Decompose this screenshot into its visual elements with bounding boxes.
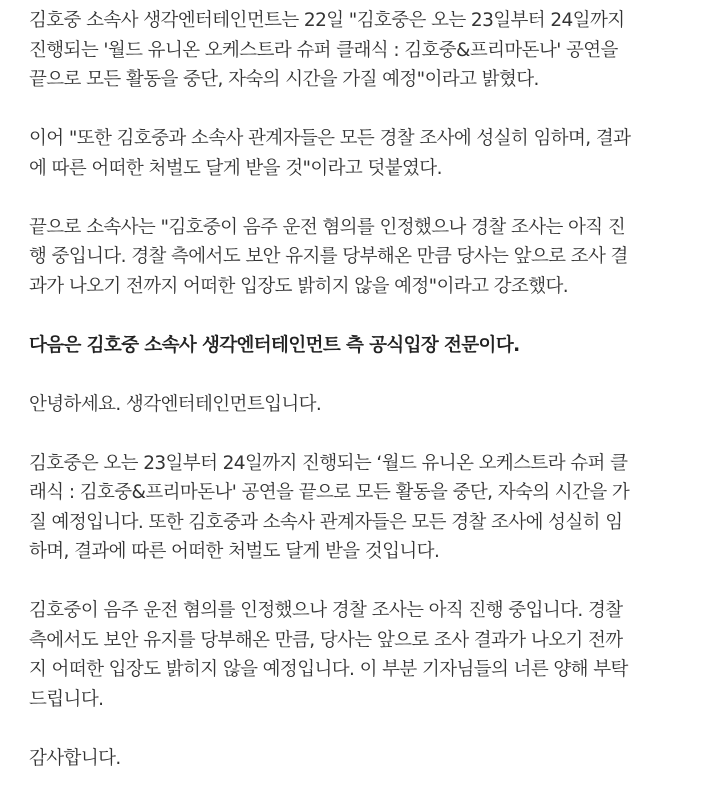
paragraph-line: 에 따른 어떠한 처벌도 달게 받을 것"이라고 덧붙였다. — [29, 157, 442, 179]
paragraph-line: 드립니다. — [29, 688, 104, 710]
article-paragraph — [29, 213, 695, 302]
paragraph-line: 질 예정입니다. 또한 김호중과 소속사 관계자들은 모든 경찰 조사에 성실히 임 — [29, 511, 623, 533]
article-paragraph — [29, 6, 695, 95]
paragraph-line: 이어 "또한 김호중과 소속사 관계자들은 모든 경찰 조사에 성실히 임하며, 결과 — [29, 128, 631, 149]
paragraph-line: 감사합니다. — [29, 747, 121, 769]
paragraph-line: 김호중 소속사 생각엔터테인먼트는 22일 "김호중은 오는 23일부터 24일까지 — [29, 10, 625, 31]
statement-intro-heading — [29, 331, 695, 361]
paragraph-line: 다음은 김호중 소속사 생각엔터테인먼트 측 공식입장 전문이다. — [29, 334, 520, 356]
paragraph-line: 과가 나오기 전까지 어떠한 입장도 밝히지 않을 예정"이라고 강조했다. — [29, 275, 569, 297]
paragraph-line: 행 중입니다. 경찰 측에서도 보안 유지를 당부해온 만큼 당사는 앞으로 조사 결 — [29, 246, 628, 267]
statement-paragraph — [29, 449, 695, 567]
paragraph-line: 측에서도 보안 유지를 당부해온 만큼, 당사는 앞으로 조사 결과가 나오기 전까 — [29, 629, 623, 651]
statement-closing — [29, 744, 695, 774]
paragraph-line: 진행되는 '월드 유니온 오케스트라 슈퍼 클래식 : 김호중&프리마돈나' 공연을 — [29, 39, 618, 61]
statement-paragraph — [29, 596, 695, 714]
paragraph-line: 지 어떠한 입장도 밝히지 않을 예정입니다. 이 부분 기자님들의 너른 양해 부탁 — [29, 659, 628, 680]
article-body — [29, 6, 695, 773]
article-paragraph — [29, 124, 695, 183]
paragraph-line: 래식 : 김호중&프리마돈나' 공연을 끝으로 모든 활동을 중단, 자숙의 시간을 가 — [29, 482, 630, 503]
paragraph-line: 끝으로 모든 활동을 중단, 자숙의 시간을 가질 예정"이라고 밝혔다. — [29, 69, 539, 90]
statement-greeting — [29, 390, 695, 420]
paragraph-line: 김호중이 음주 운전 혐의를 인정했으나 경찰 조사는 아직 진행 중입니다. 경찰 — [29, 600, 623, 621]
paragraph-line: 안녕하세요. 생각엔터테인먼트입니다. — [29, 393, 322, 415]
paragraph-line: 김호중은 오는 23일부터 24일까지 진행되는 ‘월드 유니온 오케스트라 슈퍼 클 — [29, 452, 628, 474]
paragraph-line: 끝으로 소속사는 "김호중이 음주 운전 혐의를 인정했으나 경찰 조사는 아직 진 — [29, 216, 626, 238]
paragraph-line: 하며, 결과에 따른 어떠한 처벌도 달게 받을 것입니다. — [29, 541, 440, 562]
